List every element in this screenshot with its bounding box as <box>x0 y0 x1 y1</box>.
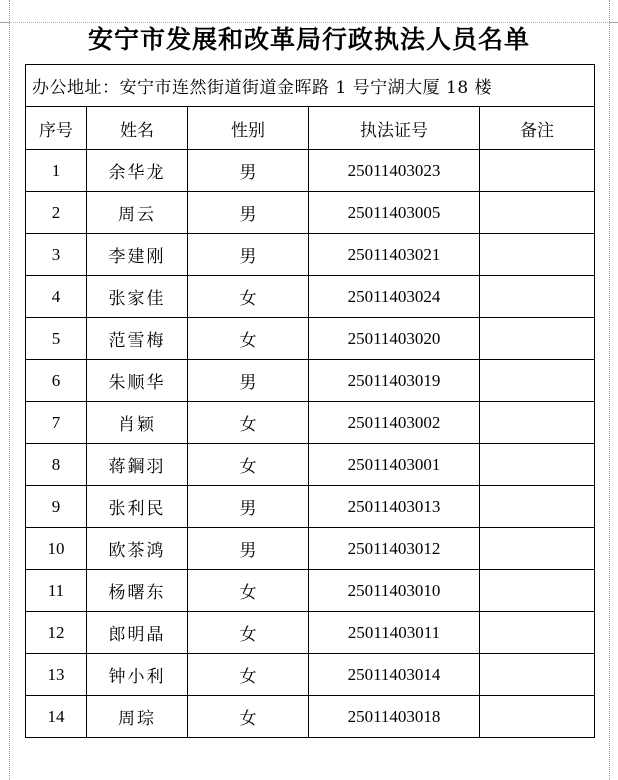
column-header-number: 序号 <box>26 107 87 150</box>
person-name: 余华龙 <box>87 150 188 192</box>
table-row <box>26 318 595 360</box>
table-row <box>26 654 595 696</box>
column-header-cert-number: 执法证号 <box>309 107 480 150</box>
person-gender: 女 <box>188 570 309 612</box>
row-number: 5 <box>26 318 87 360</box>
cert-number: 25011403024 <box>309 276 480 318</box>
remarks-cell <box>480 486 595 528</box>
table-row <box>26 192 595 234</box>
cert-number: 25011403019 <box>309 360 480 402</box>
remarks-cell <box>480 570 595 612</box>
remarks-cell <box>480 276 595 318</box>
person-name: 张家佳 <box>87 276 188 318</box>
row-number: 7 <box>26 402 87 444</box>
person-gender: 男 <box>188 192 309 234</box>
office-address: 办公地址：安宁市连然街道街道金晖路 1 号宁湖大厦 18 楼 <box>26 65 595 107</box>
person-name: 周云 <box>87 192 188 234</box>
person-gender: 男 <box>188 234 309 276</box>
remarks-cell <box>480 318 595 360</box>
cert-number: 25011403023 <box>309 150 480 192</box>
cert-number: 25011403005 <box>309 192 480 234</box>
cert-number: 25011403021 <box>309 234 480 276</box>
table-row <box>26 696 595 738</box>
table-row <box>26 276 595 318</box>
table-row <box>26 528 595 570</box>
person-gender: 男 <box>188 486 309 528</box>
left-margin-guide <box>9 0 10 780</box>
table-row <box>26 570 595 612</box>
person-name: 欧茶鸿 <box>87 528 188 570</box>
row-number: 1 <box>26 150 87 192</box>
remarks-cell <box>480 360 595 402</box>
row-number: 3 <box>26 234 87 276</box>
row-number: 13 <box>26 654 87 696</box>
person-name: 钟小利 <box>87 654 188 696</box>
document-title: 安宁市发展和改革局行政执法人员名单 <box>87 25 530 54</box>
person-name: 李建刚 <box>87 234 188 276</box>
column-header-gender: 性别 <box>188 107 309 150</box>
person-gender: 男 <box>188 150 309 192</box>
person-name: 杨曙东 <box>87 570 188 612</box>
table-row <box>26 486 595 528</box>
row-number: 2 <box>26 192 87 234</box>
header-row <box>26 107 595 150</box>
cert-number: 25011403013 <box>309 486 480 528</box>
person-gender: 男 <box>188 528 309 570</box>
person-name: 朱顺华 <box>87 360 188 402</box>
person-name: 蒋鋼羽 <box>87 444 188 486</box>
remarks-cell <box>480 444 595 486</box>
table-row <box>26 402 595 444</box>
person-gender: 女 <box>188 444 309 486</box>
person-gender: 女 <box>188 276 309 318</box>
address-row <box>26 65 595 107</box>
remarks-cell <box>480 612 595 654</box>
table-row <box>26 234 595 276</box>
table-row <box>26 150 595 192</box>
row-number: 11 <box>26 570 87 612</box>
personnel-table <box>25 64 595 738</box>
person-name: 周琮 <box>87 696 188 738</box>
cert-number: 25011403002 <box>309 402 480 444</box>
remarks-cell <box>480 654 595 696</box>
person-name: 张利民 <box>87 486 188 528</box>
row-number: 9 <box>26 486 87 528</box>
row-number: 6 <box>26 360 87 402</box>
person-gender: 女 <box>188 696 309 738</box>
remarks-cell <box>480 528 595 570</box>
row-number: 14 <box>26 696 87 738</box>
table-row <box>26 360 595 402</box>
table-row <box>26 444 595 486</box>
cert-number: 25011403001 <box>309 444 480 486</box>
remarks-cell <box>480 402 595 444</box>
person-gender: 男 <box>188 360 309 402</box>
person-gender: 女 <box>188 402 309 444</box>
remarks-cell <box>480 234 595 276</box>
row-number: 10 <box>26 528 87 570</box>
cert-number: 25011403012 <box>309 528 480 570</box>
person-gender: 女 <box>188 612 309 654</box>
cert-number: 25011403014 <box>309 654 480 696</box>
cert-number: 25011403011 <box>309 612 480 654</box>
table-row <box>26 612 595 654</box>
remarks-cell <box>480 192 595 234</box>
remarks-cell <box>480 696 595 738</box>
row-number: 12 <box>26 612 87 654</box>
column-header-remarks: 备注 <box>480 107 595 150</box>
remarks-cell <box>480 150 595 192</box>
right-margin-guide <box>609 0 610 780</box>
person-name: 肖颖 <box>87 402 188 444</box>
row-number: 8 <box>26 444 87 486</box>
person-name: 郎明晶 <box>87 612 188 654</box>
cert-number: 25011403020 <box>309 318 480 360</box>
column-header-name: 姓名 <box>87 107 188 150</box>
cert-number: 25011403018 <box>309 696 480 738</box>
person-gender: 女 <box>188 654 309 696</box>
person-gender: 女 <box>188 318 309 360</box>
cert-number: 25011403010 <box>309 570 480 612</box>
person-name: 范雪梅 <box>87 318 188 360</box>
row-number: 4 <box>26 276 87 318</box>
